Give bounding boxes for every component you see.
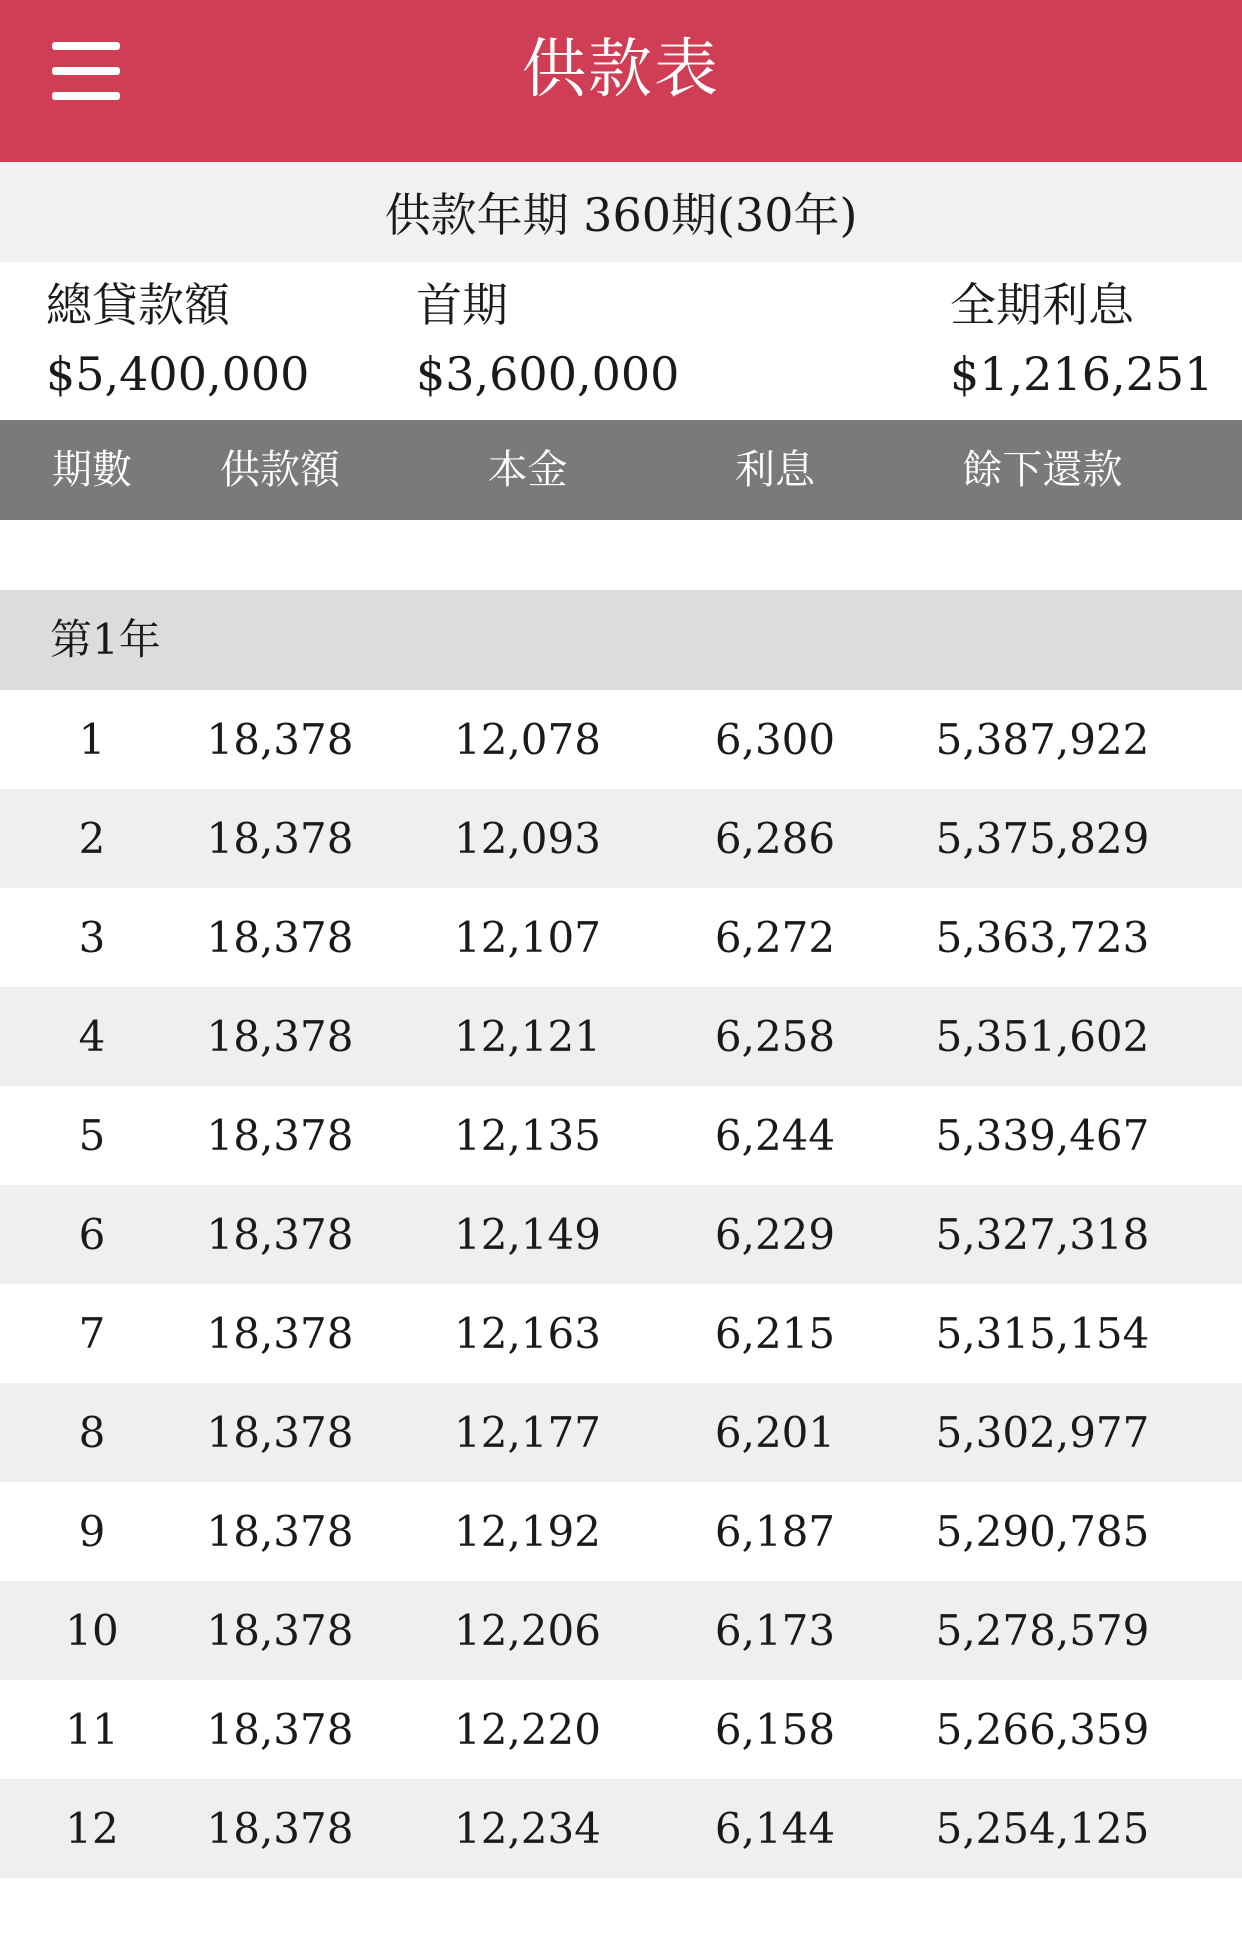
payment-cell: 18,378: [206, 1804, 354, 1853]
payment-cell: 18,378: [206, 1507, 354, 1556]
loan-summary: [0, 262, 1242, 420]
total-loan-block: [46, 272, 309, 410]
top-bar: [0, 0, 1242, 162]
payment-cell: 18,378: [206, 1111, 354, 1160]
principal-cell: 12,163: [454, 1309, 601, 1358]
interest-cell: 6,258: [714, 1012, 836, 1061]
payment-cell: 18,378: [206, 913, 354, 962]
principal-cell: 12,234: [454, 1804, 601, 1853]
total-interest-block: [950, 272, 1213, 410]
interest-cell: 6,300: [714, 715, 836, 764]
down-payment-value: $3,600,000: [416, 347, 680, 401]
principal-cell: 12,135: [454, 1111, 601, 1160]
year-label: 第1年: [50, 615, 161, 664]
table-row: [0, 1383, 1242, 1482]
column-header-period: 期數: [52, 447, 132, 493]
interest-cell: 6,173: [714, 1606, 836, 1655]
table-row: [0, 1185, 1242, 1284]
balance-cell: 5,351,602: [935, 1012, 1150, 1061]
balance-cell: 5,278,579: [935, 1606, 1150, 1655]
period-cell: 1: [78, 715, 106, 764]
loan-term-text: 供款年期 360期(30年): [384, 188, 858, 242]
principal-cell: 12,149: [454, 1210, 601, 1259]
balance-cell: 5,315,154: [935, 1309, 1150, 1358]
period-cell: 6: [78, 1210, 106, 1259]
payment-cell: 18,378: [206, 814, 354, 863]
interest-cell: 6,229: [714, 1210, 836, 1259]
table-row: [0, 1581, 1242, 1680]
interest-cell: 6,201: [714, 1408, 836, 1457]
payment-cell: 18,378: [206, 1309, 354, 1358]
balance-cell: 5,290,785: [935, 1507, 1150, 1556]
column-header-principal: 本金: [487, 447, 568, 493]
total-interest-value: $1,216,251: [950, 347, 1214, 401]
balance-cell: 5,339,467: [935, 1111, 1150, 1160]
interest-cell: 6,144: [714, 1804, 836, 1853]
interest-cell: 6,244: [714, 1111, 836, 1160]
period-cell: 10: [65, 1606, 119, 1655]
payment-table-body: [0, 690, 1242, 1878]
period-cell: 11: [65, 1705, 119, 1754]
table-row: [0, 789, 1242, 888]
balance-cell: 5,387,922: [935, 715, 1150, 764]
principal-cell: 12,192: [454, 1507, 601, 1556]
table-row: [0, 1482, 1242, 1581]
payment-cell: 18,378: [206, 1012, 354, 1061]
period-cell: 4: [78, 1012, 106, 1061]
down-payment-label: 首期: [416, 278, 508, 332]
principal-cell: 12,093: [454, 814, 601, 863]
total-loan-label: 總貸款額: [46, 278, 230, 332]
period-cell: 12: [65, 1804, 119, 1853]
payment-cell: 18,378: [206, 1705, 354, 1754]
page-title: 供款表: [522, 33, 720, 107]
principal-cell: 12,078: [454, 715, 601, 764]
column-header-payment: 供款額: [220, 447, 340, 493]
table-row: [0, 1086, 1242, 1185]
payment-cell: 18,378: [206, 1408, 354, 1457]
period-cell: 8: [78, 1408, 106, 1457]
balance-cell: 5,254,125: [935, 1804, 1150, 1853]
principal-cell: 12,177: [454, 1408, 601, 1457]
interest-cell: 6,272: [714, 913, 836, 962]
interest-cell: 6,215: [714, 1309, 836, 1358]
principal-cell: 12,220: [454, 1705, 601, 1754]
period-cell: 2: [78, 814, 106, 863]
period-cell: 7: [78, 1309, 106, 1358]
loan-term-bar: [0, 162, 1242, 262]
table-row: [0, 888, 1242, 987]
column-header-interest: 利息: [735, 447, 815, 493]
payment-cell: 18,378: [206, 715, 354, 764]
table-row: [0, 1680, 1242, 1779]
total-loan-value: $5,400,000: [46, 347, 310, 401]
table-row: [0, 987, 1242, 1086]
principal-cell: 12,206: [454, 1606, 601, 1655]
table-row: [0, 1284, 1242, 1383]
table-row: [0, 1779, 1242, 1878]
interest-cell: 6,158: [714, 1705, 836, 1754]
balance-cell: 5,375,829: [935, 814, 1150, 863]
period-cell: 9: [78, 1507, 106, 1556]
table-header: [0, 420, 1242, 520]
total-interest-label: 全期利息: [950, 278, 1134, 332]
column-header-balance: 餘下還款: [962, 447, 1123, 493]
balance-cell: 5,266,359: [935, 1705, 1150, 1754]
table-row: [0, 690, 1242, 789]
period-cell: 3: [78, 913, 106, 962]
interest-cell: 6,286: [714, 814, 836, 863]
balance-cell: 5,327,318: [935, 1210, 1150, 1259]
balance-cell: 5,363,723: [935, 913, 1150, 962]
payment-cell: 18,378: [206, 1210, 354, 1259]
down-payment-block: [416, 272, 679, 410]
payment-cell: 18,378: [206, 1606, 354, 1655]
principal-cell: 12,107: [454, 913, 601, 962]
period-cell: 5: [78, 1111, 106, 1160]
interest-cell: 6,187: [714, 1507, 836, 1556]
year-group-header: [0, 590, 1242, 690]
balance-cell: 5,302,977: [935, 1408, 1150, 1457]
principal-cell: 12,121: [454, 1012, 601, 1061]
